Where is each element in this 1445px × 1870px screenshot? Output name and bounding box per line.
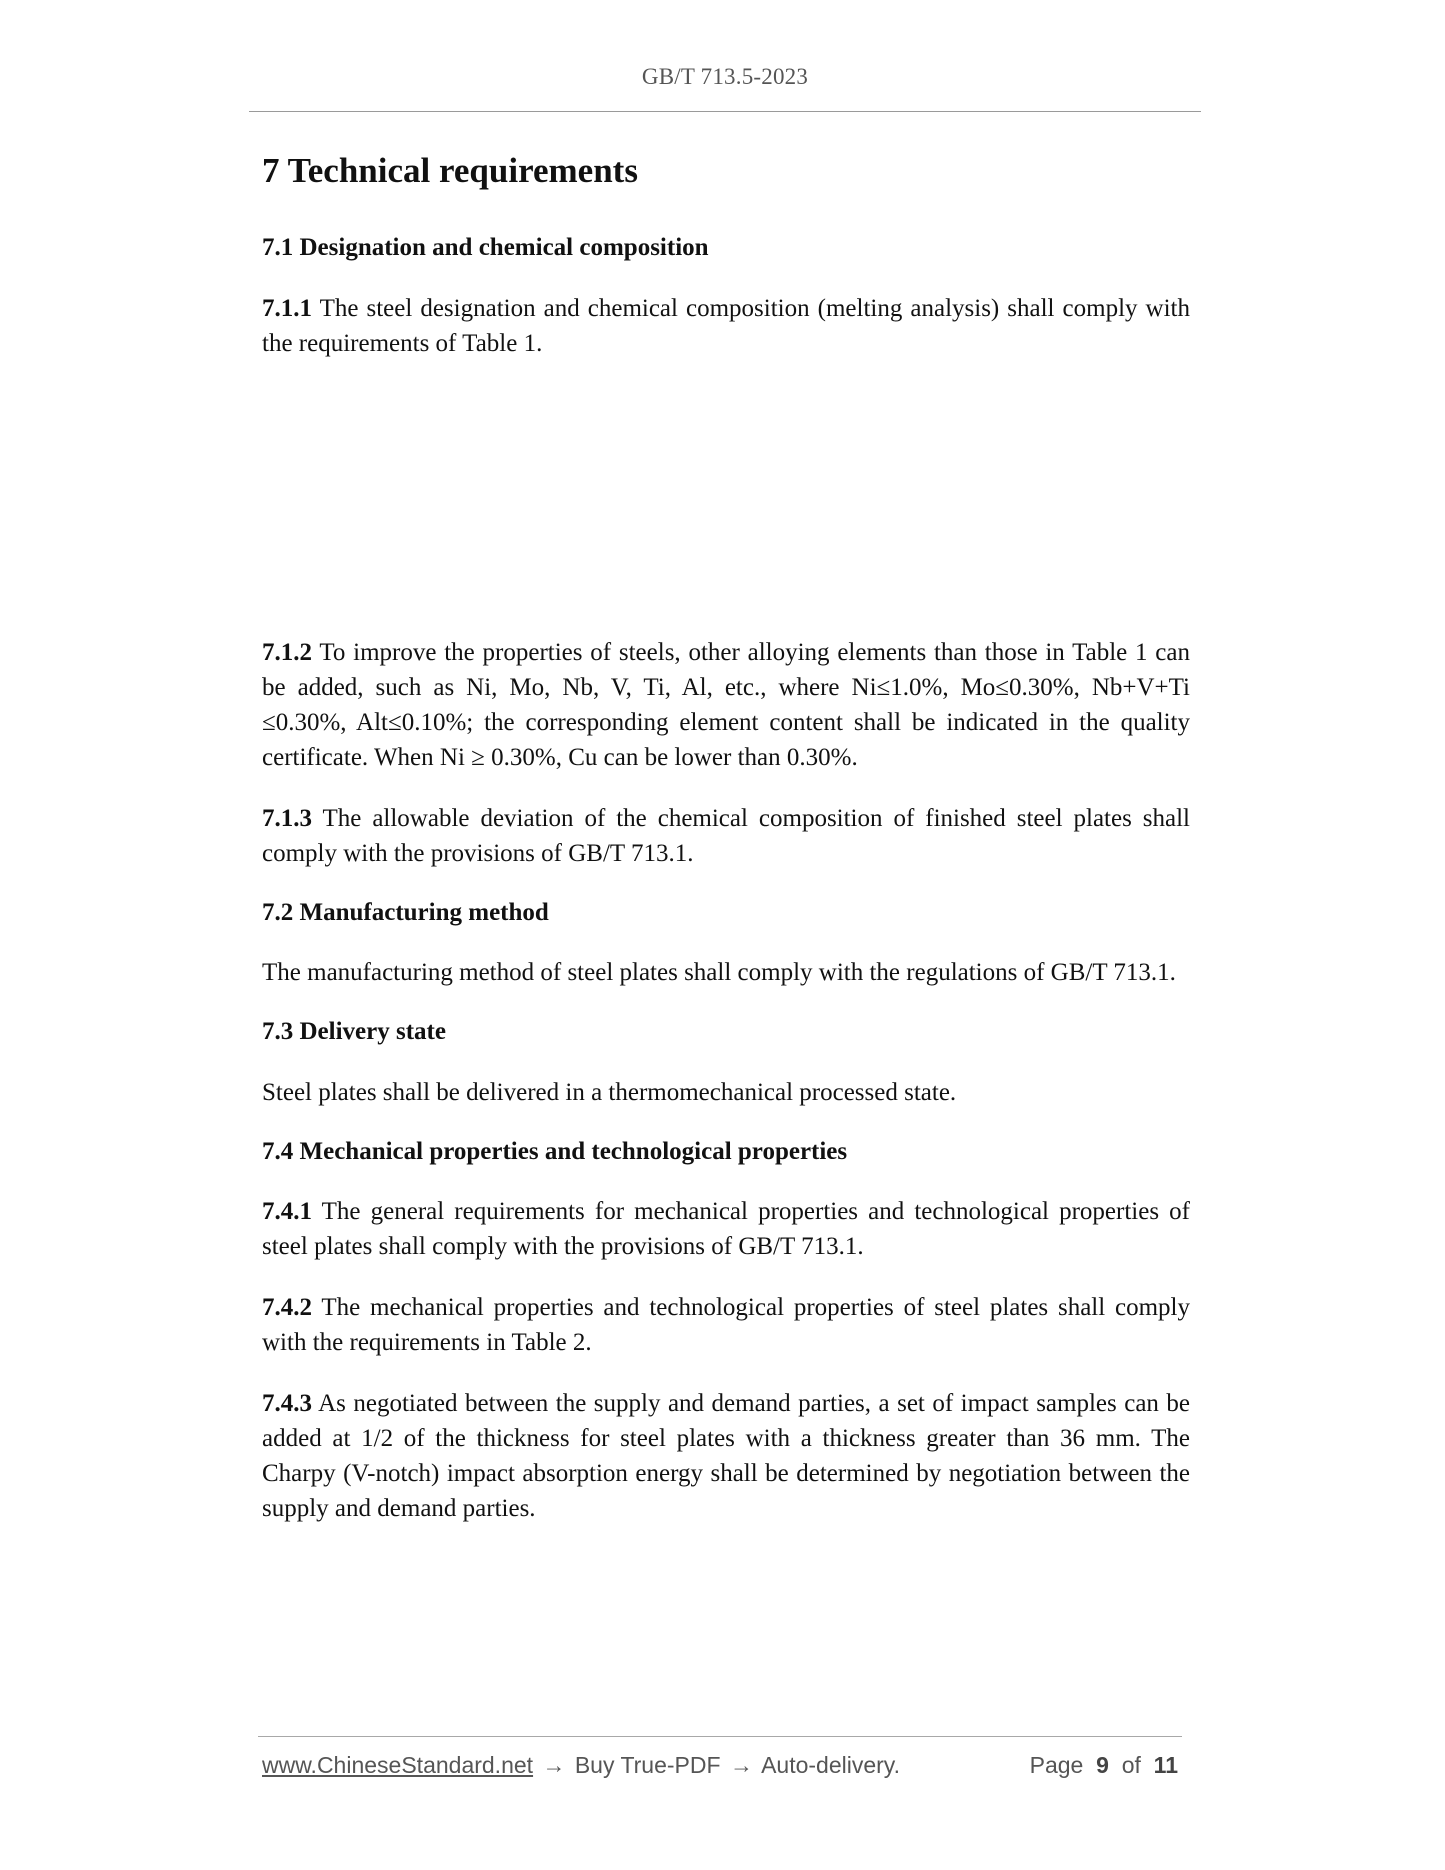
website-link[interactable]: www.ChineseStandard.net (262, 1752, 534, 1778)
page-content (262, 150, 1190, 1552)
page-number: 9 (1096, 1752, 1109, 1778)
clause-number: 7.4.2 (262, 1294, 312, 1321)
header-divider (249, 111, 1201, 112)
clause-number: 7.4.3 (262, 1390, 312, 1417)
paragraph-7-1-3 (262, 801, 1190, 871)
clause-number: 7.1.1 (262, 294, 312, 322)
section-title: 7 Technical requirements (262, 151, 638, 190)
page-total: 11 (1153, 1752, 1178, 1778)
page-label: Page (1029, 1752, 1084, 1778)
clause-text: The general requirements for mechanical properties and technological properties of steel plates shall comply with the provisions of GB/T 713.1. (262, 1198, 1190, 1260)
subsection-heading-7-2: 7.2 Manufacturing method (262, 898, 549, 926)
arrow-icon: → (729, 1752, 753, 1778)
paragraph-7-1-1 (262, 291, 1190, 361)
paragraph-7-4-1 (262, 1194, 1190, 1264)
subsection-heading-7-4: 7.4 Mechanical properties and technological properties (262, 1137, 848, 1165)
clause-number: 7.1.3 (262, 804, 312, 832)
document-code-header: GB/T 713.5-2023 (641, 64, 809, 89)
clause-text: The allowable deviation of the chemical composition of finished steel plates shall comply with the provisions of GB/T 713.1. (262, 804, 1190, 867)
paragraph-7-2: The manufacturing method of steel plates shall comply with the regulations of GB/T 713.1. (262, 959, 1176, 986)
clause-text: As negotiated between the supply and demand parties, a set of impact samples can be added at 1/2 of the thickness for steel plates with a thickness greater than 36 mm. The Charpy (V-notch) impact absorption energy shall be determined by negotiation between the supply and demand parties. (262, 1390, 1190, 1522)
paragraph-7-4-2 (262, 1290, 1190, 1360)
clause-number: 7.4.1 (262, 1198, 312, 1225)
clause-text: The mechanical properties and technological properties of steel plates shall comply with the requirements in Table 2. (262, 1294, 1190, 1356)
clause-text: The steel designation and chemical composition (melting analysis) shall comply with the requirements of Table 1. (262, 294, 1190, 357)
footer-divider (258, 1736, 1182, 1737)
subsection-heading-7-3: 7.3 Delivery state (262, 1018, 446, 1045)
clause-number: 7.1.2 (262, 638, 312, 666)
buy-pdf-text: Buy True-PDF (574, 1752, 721, 1778)
table-1-placeholder (262, 387, 1190, 635)
of-label: of (1121, 1752, 1141, 1778)
arrow-icon: → (542, 1752, 566, 1778)
page-footer (262, 1752, 1182, 1779)
paragraph-7-3: Steel plates shall be delivered in a thermomechanical processed state. (262, 1078, 957, 1106)
page-indicator (1030, 1752, 1178, 1779)
paragraph-7-1-2 (262, 635, 1190, 775)
subsection-heading-7-1: 7.1 Designation and chemical composition (262, 234, 709, 261)
auto-delivery-text: Auto-delivery. (761, 1752, 900, 1778)
clause-text: To improve the properties of steels, other alloying elements than those in Table 1 can be added, such as Ni, Mo, Nb, V, Ti, Al, etc., where Ni≤1.0%, Mo≤0.30%, Nb+V+Ti ≤0.30%, Alt≤0.10%; the corresponding element content shall be indicated in the quality certificate. When Ni ≥ 0.30%, Cu can be lower than 0.30%. (262, 638, 1190, 771)
paragraph-7-4-3 (262, 1386, 1190, 1526)
